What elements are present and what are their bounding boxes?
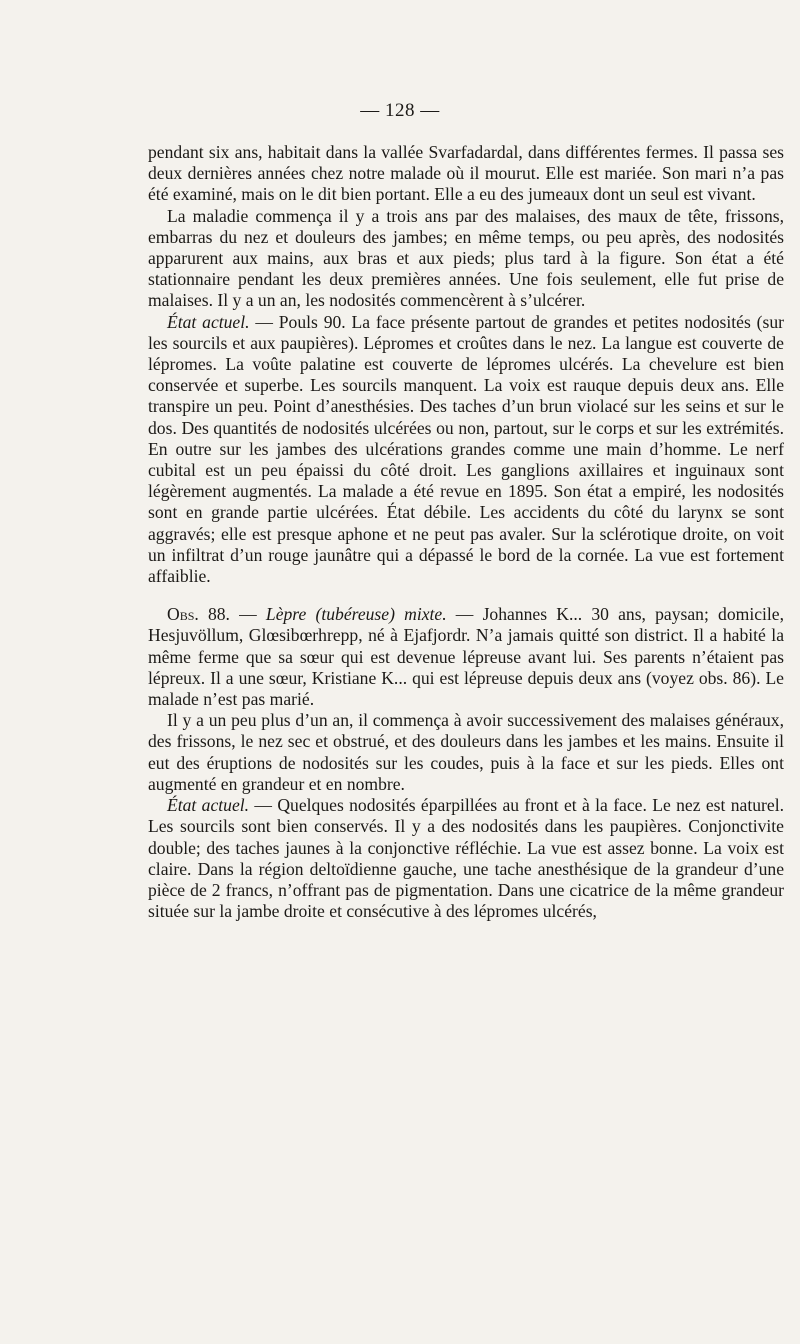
observation-label: Obs. 88. [167,604,230,625]
paragraph [148,795,784,922]
body-text [148,142,784,922]
section-lead: État actuel. [167,311,250,332]
paragraph: Il y a un peu plus d’un an, il commença à avoir successivement des malaises généraux, des frissons, le nez sec et obstrué, et des douleurs dans les jambes et les mains. Ensuite il eut des éruptions de nodosités sur les coudes, puis à la face et sur les pieds. Elles ont augmenté en grandeur et en nombre. [148,710,784,794]
page-number: — 128 — [360,100,440,121]
paragraph-text: — Quelques nodosités éparpillées au front et à la face. Le nez est naturel. Les sourcils sont bien conservés. Il y a des nodosités dans les paupières. Conjonctivite double; des taches jaunes à la conjonctive réfléchie. La vue est assez bonne. La voix est claire. Dans la région deltoïdienne gauche, une tache anesthésique de la grandeur d’une pièce de 2 francs, n’offrant pas de pigmentation. Dans une cicatrice de la même grandeur située sur la jambe droite et consécutive à des lépromes ulcérés, [148,795,784,922]
observation-dash: — [229,604,266,625]
paragraph [148,312,784,588]
observation-paragraph [148,604,784,710]
paragraph-text: — Johannes K... 30 ans, paysan; domicile, Hesjuvöllum, Glœsibœrhrepp, né à Ejafjordr. N’a jamais quitté son district. Il a habité la même ferme que sa sœur qui est devenue lépreuse avant lui. Ses parents n’étaient pas lépreux. Il a une sœur, Kristiane K... qui est lépreuse depuis deux ans (voyez obs. 86). Le malade n’est pas marié. [148,604,784,710]
paragraph: La maladie commença il y a trois ans par des malaises, des maux de tête, frissons, embarras du nez et douleurs des jambes; en même temps, ou peu après, des nodosités apparurent aux mains, aux bras et aux pieds; plus tard à la figure. Son état a été stationnaire pendant les deux premières années. Une fois seulement, elle fut prise de malaises. Il y a un an, les nodosités commencèrent à s’ulcérer. [148,205,784,311]
paragraph: pendant six ans, habitait dans la vallée Svarfadardal, dans différentes fermes. Il passa ses deux dernières années chez notre malade où il mourut. Elle est mariée. Son mari n’a pas été examiné, mais on le dit bien portant. Elle a eu des jumeaux dont un seul est vivant. [148,142,784,205]
observation-title: Lèpre (tubéreuse) mixte. [265,604,447,625]
section-lead: État actuel. [167,795,250,816]
paragraph-text: — Pouls 90. La face présente partout de grandes et petites nodosités (sur les sourcils et aux paupières). Lépromes et croûtes dans le nez. La langue est couverte de lépromes. La voûte palatine est couverte de lépromes ulcérés. La chevelure est bien conservée et superbe. Les sourcils manquent. La voix est rauque depuis deux ans. Elle transpire un peu. Point d’anesthésies. Des taches d’un brun violacé sur les seins et sur le dos. Des quantités de nodosités ulcérées ou non, partout, sur le corps et sur les extrémités. En outre sur les jambes des ulcérations grandes comme une main d’homme. Le nerf cubital est un peu épaissi du côté droit. Les ganglions axillaires et inguinaux sont légèrement augmentés. La malade a été revue en 1895. Son état a empiré, les nodosités sont en grande partie ulcérées. État débile. Les accidents du côté du larynx se sont aggravés; elle est presque aphone et ne peut pas avaler. Sur la sclérotique droite, on voit un infiltrat d’un rouge jaunâtre qui a dépassé le bord de la cornée. La vue est fortement affaiblie. [148,311,784,587]
